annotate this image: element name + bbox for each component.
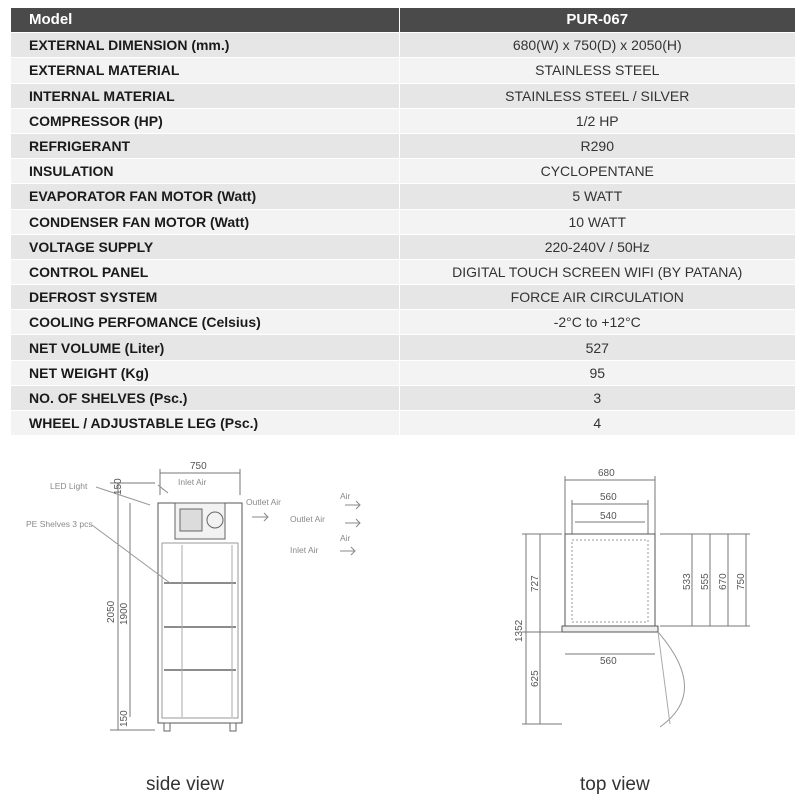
spec-table-body — [11, 33, 795, 436]
side-height-dim: 2050 — [106, 600, 117, 623]
spec-label: NET VOLUME (Liter) — [11, 335, 399, 360]
spec-value: STAINLESS STEEL / SILVER — [399, 83, 795, 108]
top-right-4-dim: 750 — [736, 573, 747, 590]
side-top-gap-dim: 150 — [113, 478, 124, 495]
top-door-width-dim: 560 — [600, 656, 617, 667]
spec-label: COOLING PERFOMANCE (Celsius) — [11, 310, 399, 335]
table-header-row — [11, 8, 795, 33]
spec-table — [11, 8, 795, 436]
side-bottom-dim: 150 — [119, 710, 130, 727]
top-right-3-dim: 670 — [718, 573, 729, 590]
top-left-lower-dim: 625 — [530, 670, 541, 687]
spec-label: NET WEIGHT (Kg) — [11, 360, 399, 385]
spec-value: DIGITAL TOUCH SCREEN WIFI (BY PATANA) — [399, 259, 795, 284]
spec-value: 4 — [399, 411, 795, 436]
inlet-air-top-label: Inlet Air — [178, 477, 207, 487]
outlet-air-2-label: Outlet Air — [290, 514, 325, 524]
air-label-2: Air — [340, 533, 351, 543]
spec-label: CONTROL PANEL — [11, 259, 399, 284]
top-width-inner-dim: 540 — [600, 511, 617, 522]
spec-value: 680(W) x 750(D) x 2050(H) — [399, 33, 795, 58]
spec-value: R290 — [399, 133, 795, 158]
table-row — [11, 108, 795, 133]
spec-label: INSULATION — [11, 159, 399, 184]
table-row — [11, 184, 795, 209]
top-left-upper-dim: 727 — [530, 575, 541, 592]
spec-label: REFRIGERANT — [11, 133, 399, 158]
table-row — [11, 58, 795, 83]
table-row — [11, 411, 795, 436]
spec-value: 95 — [399, 360, 795, 385]
spec-label: EXTERNAL DIMENSION (mm.) — [11, 33, 399, 58]
top-left-total-dim: 1352 — [514, 619, 525, 642]
table-row — [11, 310, 795, 335]
spec-value: STAINLESS STEEL — [399, 58, 795, 83]
spec-label: COMPRESSOR (HP) — [11, 108, 399, 133]
side-depth-dim: 750 — [190, 461, 207, 472]
spec-value: 220-240V / 50Hz — [399, 234, 795, 259]
spec-label: EXTERNAL MATERIAL — [11, 58, 399, 83]
table-row — [11, 335, 795, 360]
spec-value: 527 — [399, 335, 795, 360]
air-label-1: Air — [340, 491, 351, 501]
table-row — [11, 385, 795, 410]
side-inner-height-dim: 1900 — [119, 602, 130, 625]
table-row — [11, 234, 795, 259]
spec-value: 10 WATT — [399, 209, 795, 234]
table-row — [11, 133, 795, 158]
side-view-caption: side view — [146, 774, 225, 795]
table-row — [11, 209, 795, 234]
inlet-air-label: Inlet Air — [290, 545, 319, 555]
top-width-mid-dim: 560 — [600, 492, 617, 503]
spec-label: CONDENSER FAN MOTOR (Watt) — [11, 209, 399, 234]
spec-label: NO. OF SHELVES (Psc.) — [11, 385, 399, 410]
table-row — [11, 259, 795, 284]
table-row — [11, 360, 795, 385]
spec-value: FORCE AIR CIRCULATION — [399, 285, 795, 310]
spec-label: INTERNAL MATERIAL — [11, 83, 399, 108]
side-view-drawing — [26, 455, 380, 755]
pe-shelves-label: PE Shelves 3 pcs — [26, 519, 93, 529]
spec-label: WHEEL / ADJUSTABLE LEG (Psc.) — [11, 411, 399, 436]
header-model: PUR-067 — [399, 8, 795, 33]
top-view-caption: top view — [580, 774, 650, 795]
table-row — [11, 83, 795, 108]
top-right-1-dim: 533 — [682, 573, 693, 590]
spec-value: -2°C to +12°C — [399, 310, 795, 335]
spec-label: EVAPORATOR FAN MOTOR (Watt) — [11, 184, 399, 209]
header-label: Model — [11, 8, 399, 33]
top-right-2-dim: 555 — [700, 573, 711, 590]
spec-value: 3 — [399, 385, 795, 410]
table-row — [11, 33, 795, 58]
spec-value: CYCLOPENTANE — [399, 159, 795, 184]
top-width-outer-dim: 680 — [598, 468, 615, 479]
top-view-drawing — [510, 462, 770, 742]
spec-label: VOLTAGE SUPPLY — [11, 234, 399, 259]
table-row — [11, 159, 795, 184]
spec-label: DEFROST SYSTEM — [11, 285, 399, 310]
table-row — [11, 285, 795, 310]
spec-value: 5 WATT — [399, 184, 795, 209]
spec-value: 1/2 HP — [399, 108, 795, 133]
led-light-label: LED Light — [50, 481, 88, 491]
outlet-air-label: Outlet Air — [246, 497, 281, 507]
